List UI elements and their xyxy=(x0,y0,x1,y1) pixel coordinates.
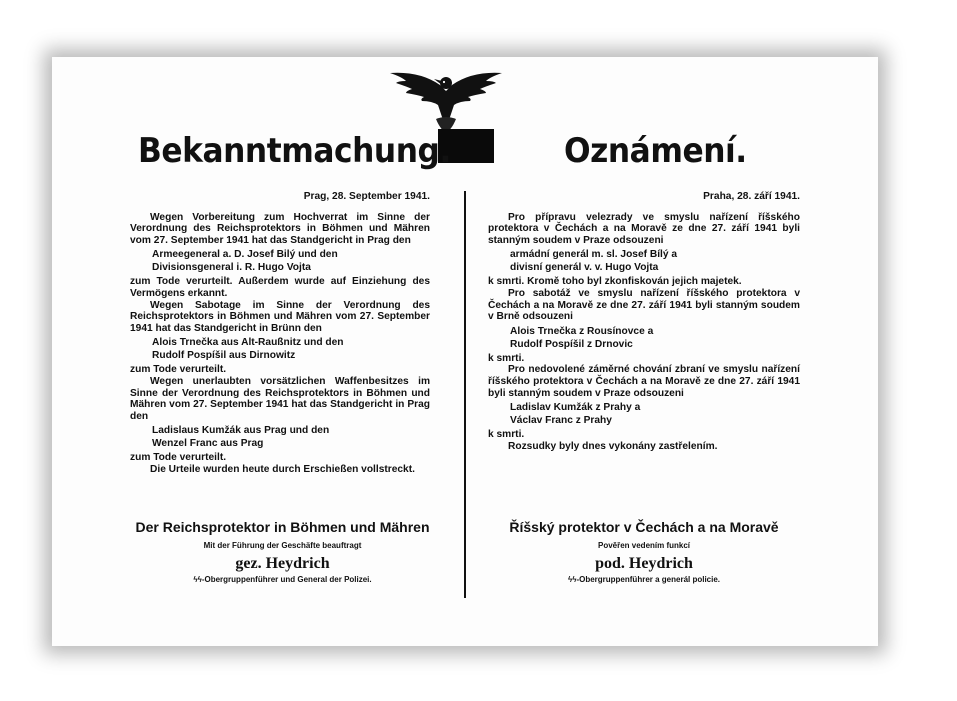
czech-paragraph-2: Pro sabotáž ve smyslu nařízení říšského protektora v Čechách a na Moravě ze dne 27. září 1941 byli stanným soudem v Brně odsouzeni xyxy=(488,287,800,323)
czech-verdict-2: k smrti. xyxy=(488,352,525,364)
signature-name: pod. Heydrich xyxy=(595,555,693,572)
german-date: Prag, 28. September 1941. xyxy=(303,191,430,202)
name-line: Armeegeneral a. D. Josef Bilý und den xyxy=(152,249,338,261)
german-paragraph-2: Wegen Sabotage im Sinne der Verordnung des Reichsprotektors in Böhmen und Mähren vom 27. September 1941 hat das Standgericht in Brünn den xyxy=(130,299,430,334)
german-verdict-2: zum Tode verurteilt. xyxy=(130,364,227,376)
signature-name: gez. Heydrich xyxy=(235,555,330,572)
column-divider xyxy=(464,191,466,598)
eagle-emblem xyxy=(390,67,502,137)
czech-names-2 xyxy=(488,325,800,351)
german-names-3 xyxy=(130,424,430,450)
czech-verdict-3: k smrti. xyxy=(488,429,525,441)
name-line: Ladislaus Kumžák aus Prag und den xyxy=(152,425,330,437)
signature-note: Pověřen vedením funkcí xyxy=(597,541,691,550)
german-names-2 xyxy=(130,336,430,362)
signature-title: Der Reichsprotektor in Böhmen und Mähren xyxy=(135,519,430,535)
czech-signature xyxy=(488,519,800,584)
title-czech: Oznámení. xyxy=(564,131,747,171)
german-verdict-3: zum Tode verurteilt. xyxy=(130,452,227,464)
name-line: Ladislav Kumžák z Prahy a xyxy=(510,402,641,414)
czech-paragraph-4: Rozsudky byly dnes vykonány zastřelením. xyxy=(508,440,718,452)
name-line: Alois Trnečka aus Alt-Raußnitz und den xyxy=(152,337,344,349)
czech-column xyxy=(488,191,800,452)
notice-poster xyxy=(52,57,878,646)
name-line: armádní generál m. sl. Josef Bílý a xyxy=(510,249,678,261)
signature-rank: ϟϟ-Obergruppenführer und General der Polizei. xyxy=(193,575,372,584)
german-paragraph-3: Wegen unerlaubten vorsätzlichen Waffenbesitzes im Sinne der Verordnung des Reichsprotektors in Böhmen und Mähren vom 27. September 1941 hat das Standgericht in Prag den xyxy=(130,375,430,422)
name-line: Wenzel Franc aus Prag xyxy=(152,438,264,450)
name-line: Divisionsgeneral i. R. Hugo Vojta xyxy=(152,262,311,274)
german-paragraph-1: Wegen Vorbereitung zum Hochverrat im Sinne der Verordnung des Reichsprotektors in Böhmen und Mähren vom 27. September 1941 hat das Standgericht in Prag den xyxy=(130,211,430,246)
name-line: Alois Trnečka z Rousínovce a xyxy=(510,325,654,337)
name-line: Rudolf Pospíšil z Drnovic xyxy=(510,338,633,350)
signature-note: Mit der Führung der Geschäfte beauftragt xyxy=(203,541,362,550)
czech-paragraph-3: Pro nedovolené záměrné chování zbraní ve smyslu nařízení říšského protektora v Čechách a na Moravě ze dne 27. září 1941 byli stanným soudem v Praze odsouzeni xyxy=(488,364,800,399)
czech-names-1 xyxy=(488,248,800,274)
german-column xyxy=(130,191,430,476)
signature-rank: ϟϟ-Obergruppenführer a generál policie. xyxy=(567,575,721,584)
title-german: Bekanntmachung. xyxy=(138,131,451,171)
german-signature xyxy=(130,519,435,584)
czech-names-3 xyxy=(488,401,800,427)
name-line: Václav Franc z Prahy xyxy=(510,415,612,427)
signature-title: Říšský protektor v Čechách a na Moravě xyxy=(509,519,779,535)
german-verdict-1: zum Tode verurteilt. Außerdem wurde auf Einziehung des Vermögens erkannt. xyxy=(130,276,430,299)
czech-date: Praha, 28. září 1941. xyxy=(703,191,800,202)
german-paragraph-4: Die Urteile wurden heute durch Erschießen vollstreckt. xyxy=(150,463,415,475)
name-line: Rudolf Pospíšil aus Dirnowitz xyxy=(152,350,296,362)
german-names-1 xyxy=(130,248,430,274)
name-line: divisní generál v. v. Hugo Vojta xyxy=(510,262,659,274)
czech-paragraph-1: Pro přípravu velezrady ve smyslu nařízení říšského protektora v Čechách a na Moravě ze dne 27. září 1941 byli stanným soudem v Praze odsouzeni xyxy=(488,211,800,246)
czech-verdict-1: k smrti. Kromě toho byl zkonfiskován jejich majetek. xyxy=(488,276,742,288)
